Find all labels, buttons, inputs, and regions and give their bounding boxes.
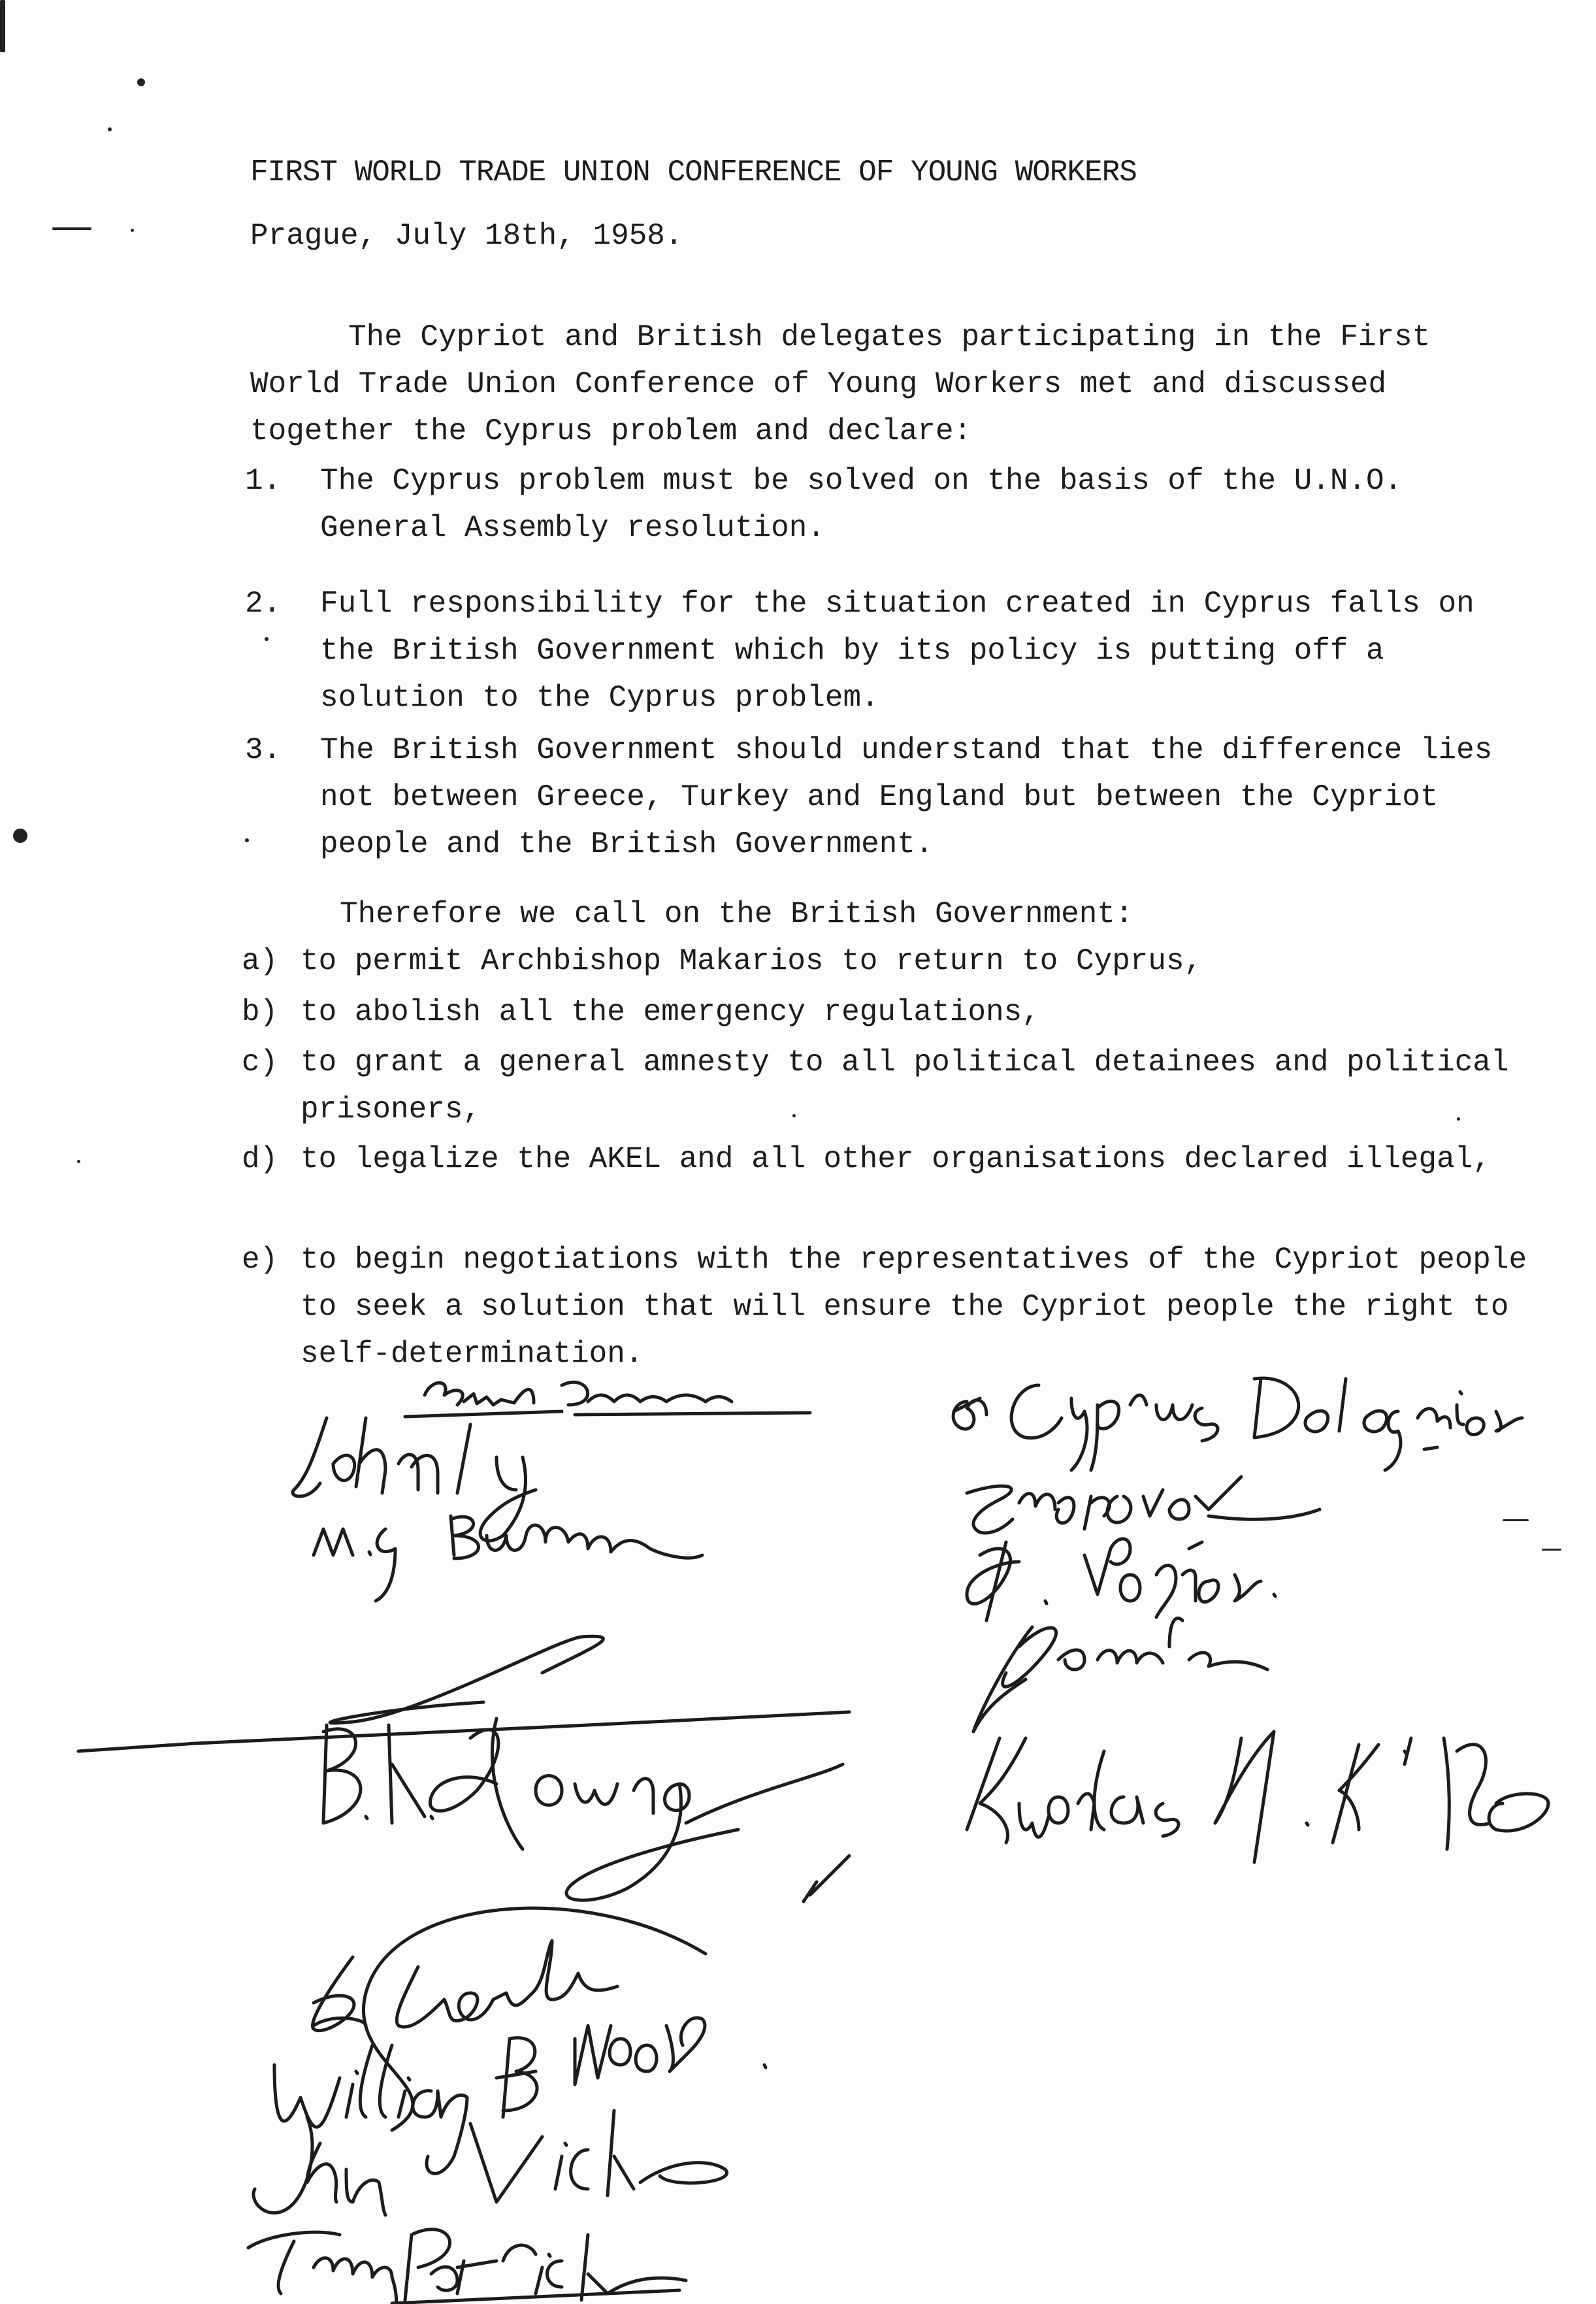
scan-speck [52,227,91,230]
scan-speck [1542,1549,1561,1551]
scan-speck [1503,1519,1529,1521]
scan-speck [137,78,145,86]
point-text: Full responsibility for the situation created in Cyprus falls on the British Government which by its policy is putting off a solution to the Cyprus problem. [320,587,1474,715]
point-number: 2. [245,587,282,621]
demand-text: to legalize the AKEL and all other organisations declared illegal, [301,1142,1491,1176]
demand-letter: c) [242,1045,278,1079]
signature-kyriakos-kittos [967,1732,1548,1862]
demand-text: to grant a general amnesty to all political detainees and political prisoners, [301,1045,1509,1127]
scan-speck [265,637,269,641]
scan-speck [131,229,134,232]
cyprus-delegation-heading-signature [953,1378,1522,1470]
signature-b-langdale [312,1941,617,2031]
demand-letter: d) [242,1142,278,1176]
point-number: 1. [245,464,282,498]
signature-tommy-patrick [248,2230,686,2304]
signature-cypriot-1 [967,1477,1320,1533]
scan-speck [108,127,112,131]
signature-john-ley [293,1418,536,1541]
scan-speck [792,1114,796,1117]
demand-text: to permit Archbishop Makarios to return to Cyprus, [301,944,1203,978]
demand-letter: e) [242,1243,278,1277]
point-text: The Cyprus problem must be solved on the basis of the U.N.O. General Assembly resolution. [320,464,1403,545]
call-statement: Therefore we call on the British Government: [340,897,1133,931]
british-delegation-heading-signature [405,1382,810,1417]
intro-paragraph: The Cypriot and British delegates participating in the First World Trade Union Conference of Young Workers met and discussed together the Cyprus problem and declare: [250,320,1431,448]
scan-speck [0,0,5,52]
scan-speck [13,829,27,843]
point-text: The British Government should understand that the difference lies not between Greece, Turkey and England but between the Cypriot people and the British Government. [320,733,1493,861]
scan-speck [1457,1117,1460,1121]
signature-cypriot-2 [967,1539,1275,1621]
signature-cypriot-3 [973,1618,1267,1732]
signature-william-moore [274,2018,766,2173]
signature-john-vickers [253,2111,727,2215]
demand-text: to begin negotiations with the representatives of the Cypriot people to seek a solution that will ensure the Cypriot people the right to self-determination. [301,1243,1527,1371]
dateline: Prague, July 18th, 1958. [250,219,683,253]
signature-br-downing [78,1636,849,2130]
document-title: FIRST WORLD TRADE UNION CONFERENCE OF YOUNG WORKERS [250,156,1137,189]
demand-letter: a) [242,944,278,978]
demand-letter: b) [242,995,278,1029]
scan-speck [245,838,249,842]
demand-text: to abolish all the emergency regulations, [301,995,1040,1029]
point-number: 3. [245,733,282,767]
scan-speck [77,1160,80,1163]
